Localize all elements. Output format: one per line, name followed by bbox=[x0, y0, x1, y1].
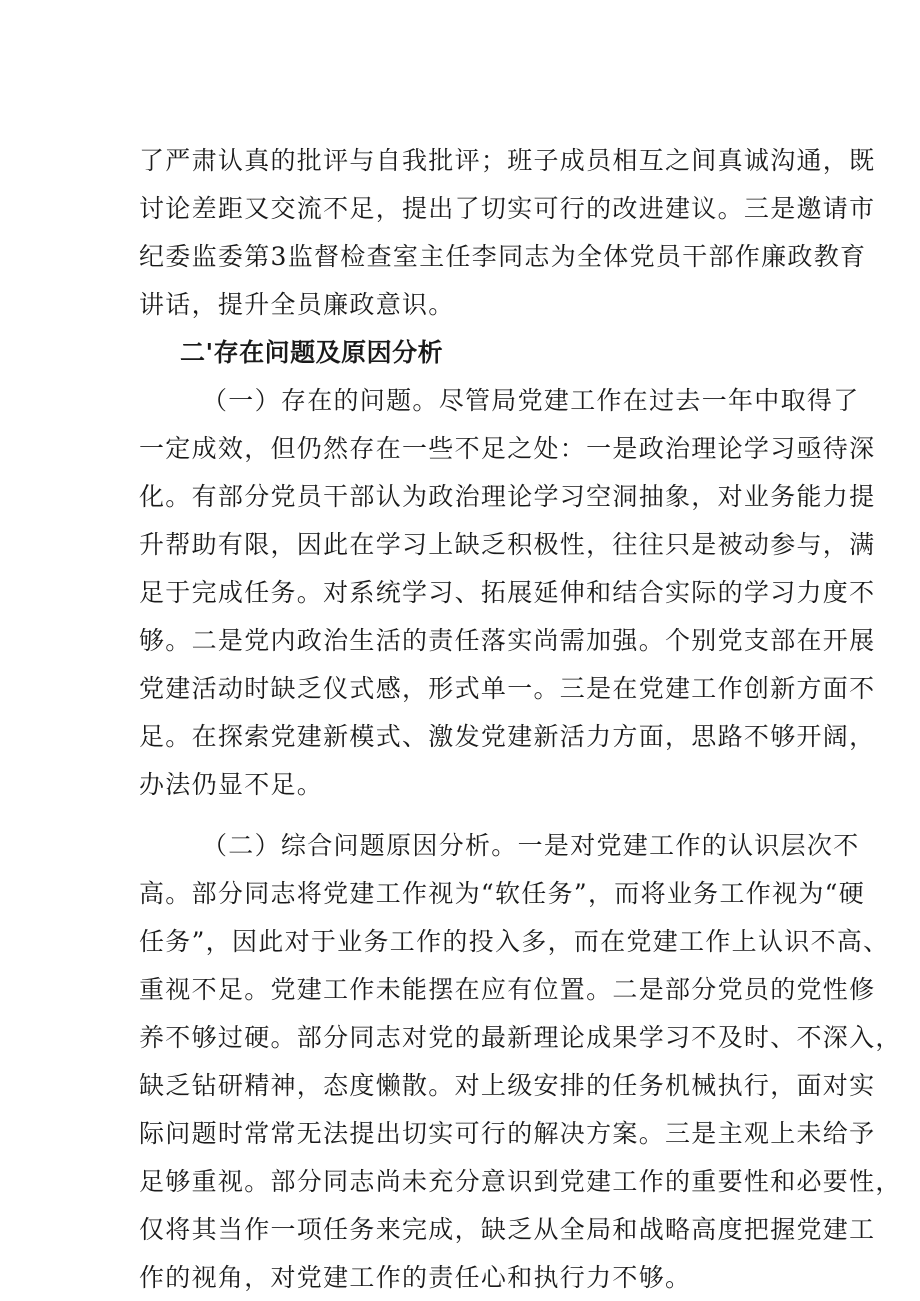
text-line: 际问题时常常无法提出切实可行的解决方案。三是主观上未给予 bbox=[139, 1119, 876, 1148]
text-line: 办法仍显不足。 bbox=[139, 770, 324, 799]
section-heading: 二'存在问题及原因分析 bbox=[180, 338, 444, 367]
text-line: 仅将其当作一项任务来完成，缺乏从全局和战略高度把握党建工 bbox=[139, 1215, 876, 1244]
text-line: 一定成效，但仍然存在一些不足之处：一是政治理论学习亟待深 bbox=[139, 434, 876, 463]
text-line: 任务”，因此对于业务工作的投入多，而在党建工作上认识不高、 bbox=[139, 927, 890, 956]
text-line: 足于完成任务。对系统学习、拓展延伸和结合实际的学习力度不 bbox=[139, 578, 876, 607]
text-line: 养不够过硬。部分同志对党的最新理论成果学习不及时、不深入， bbox=[139, 1023, 902, 1052]
text-line: 党建活动时缺乏仪式感，形式单一。三是在党建工作创新方面不 bbox=[139, 674, 876, 703]
text-line: 升帮助有限，因此在学习上缺乏积极性，往往只是被动参与，满 bbox=[139, 530, 876, 559]
text-line: （一）存在的问题。尽管局党建工作在过去一年中取得了 bbox=[202, 386, 860, 415]
text-line: 重视不足。党建工作未能摆在应有位置。二是部分党员的党性修 bbox=[139, 975, 876, 1004]
text-line: 缺乏钻研精神，态度懒散。对上级安排的任务机械执行，面对实 bbox=[139, 1071, 876, 1100]
text-line: 讲话，提升全员廉政意识。 bbox=[139, 290, 455, 319]
text-line: 够。二是党内政治生活的责任落实尚需加强。个别党支部在开展 bbox=[139, 626, 876, 655]
text-line: 作的视角，对党建工作的责任心和执行力不够。 bbox=[139, 1263, 692, 1292]
text-line: 讨论差距又交流不足，提出了切实可行的改进建议。三是邀请市 bbox=[139, 194, 876, 223]
text-line: 高。部分同志将党建工作视为“软任务”，而将业务工作视为“硬 bbox=[139, 879, 866, 908]
text-line: 纪委监委第3监督检查室主任李同志为全体党员干部作廉政教育 bbox=[139, 242, 867, 271]
text-line: 化。有部分党员干部认为政治理论学习空洞抽象，对业务能力提 bbox=[139, 482, 876, 511]
text-line: 了严肃认真的批评与自我批评；班子成员相互之间真诚沟通，既 bbox=[139, 146, 876, 175]
text-line: 足。在探索党建新模式、激发党建新活力方面，思路不够开阔， bbox=[139, 722, 876, 751]
text-line: 足够重视。部分同志尚未充分意识到党建工作的重要性和必要性， bbox=[139, 1167, 902, 1196]
text-line: （二）综合问题原因分析。一是对党建工作的认识层次不 bbox=[202, 831, 860, 860]
